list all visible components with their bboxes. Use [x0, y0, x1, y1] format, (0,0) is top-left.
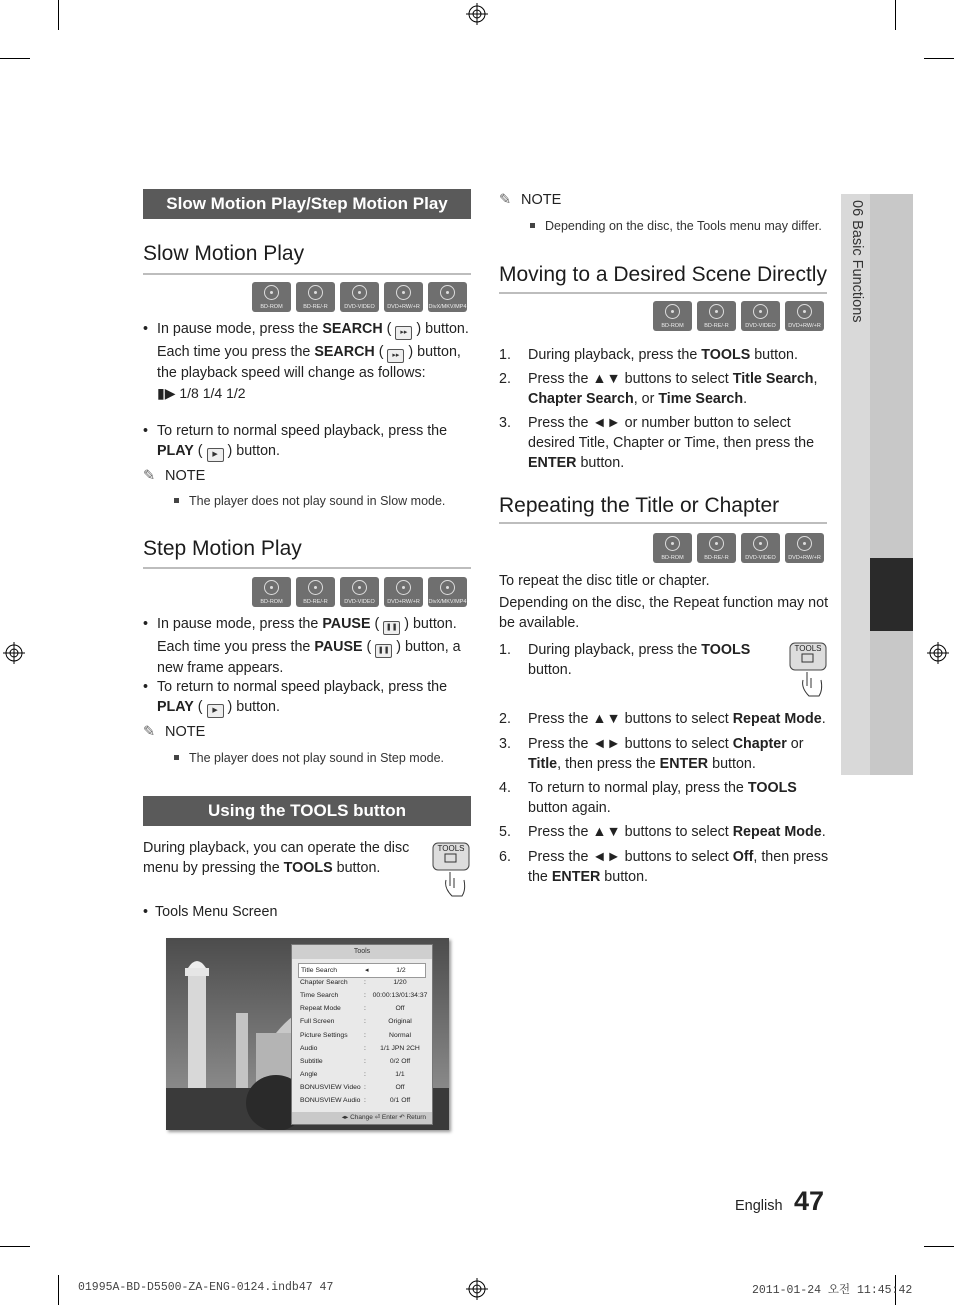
disc-icon: BD-ROM	[653, 533, 692, 563]
disc-icons-step	[252, 577, 467, 607]
disc-icons-slow	[252, 282, 467, 312]
step-bullet-1: • In pause mode, press the PAUSE ( ❚❚ ) button. Each time you press the PAUSE ( ❚❚ ) button, a new frame appears.	[143, 616, 461, 676]
registration-mark-icon	[3, 642, 25, 664]
page-language: English	[735, 1198, 783, 1214]
crop-mark	[895, 0, 896, 30]
tools-section-bar: Using the TOOLS button	[143, 796, 471, 826]
tools-menu-row[interactable]: Audio : 1/1 JPN 2CH	[300, 1044, 420, 1052]
play-button-icon: ▶	[207, 704, 224, 718]
repeat-intro-1: To repeat the disc title or chapter.	[499, 573, 710, 589]
pencil-icon: ✎	[143, 724, 156, 740]
disc-icon: DVD-VIDEO	[741, 533, 780, 563]
step-item: 2. Press the ▲▼ buttons to select Repeat Mode.	[499, 711, 826, 727]
tools-menu-row[interactable]: Full Screen : Original	[300, 1018, 412, 1026]
tools-menu-row[interactable]: Title Search ◂ 1/2	[298, 963, 426, 978]
disc-icons-moving	[653, 301, 824, 331]
tools-menu-row[interactable]: BONUSVIEW Audio : 0/1 Off	[300, 1097, 411, 1104]
disc-icon: BD-ROM	[252, 282, 291, 312]
slow-bullet-2: • To return to normal speed playback, press the PLAY ( ▶ ) button.	[143, 421, 473, 462]
tools-menu-row[interactable]: Time Search : 00:00:13/01:34:37	[300, 992, 428, 1000]
step-item: 6. Press the ◄► buttons to select Off, then press the ENTER button.	[499, 849, 829, 885]
repeat-intro-2: Depending on the disc, the Repeat function may not be available.	[499, 595, 829, 631]
chapter-label: 06 Basic Functions	[849, 200, 865, 323]
step-item: 5. Press the ▲▼ buttons to select Repeat Mode.	[499, 824, 826, 840]
disc-icon: DVD-VIDEO	[340, 282, 379, 312]
crop-mark	[0, 58, 30, 59]
moving-title: Moving to a Desired Scene Directly	[499, 263, 827, 286]
disc-icon: DVD+RW/+R	[785, 301, 824, 331]
divider	[499, 292, 827, 294]
crop-mark	[58, 1275, 59, 1305]
divider	[143, 567, 471, 569]
disc-icon: BD-RE/-R	[296, 282, 335, 312]
tools-paragraph: During playback, you can operate the disc menu by pressing the TOOLS button.	[143, 840, 410, 876]
disc-icons-repeat	[653, 533, 824, 563]
search-button-icon: ▸▸	[395, 326, 412, 340]
slow-motion-title: Slow Motion Play	[143, 242, 305, 265]
disc-icon: DVD-VIDEO	[741, 301, 780, 331]
step-forward-icon: ▮▶	[157, 385, 180, 401]
speed-sequence: ▮▶ 1/8 1/4 1/2	[157, 385, 246, 401]
divider	[499, 522, 827, 524]
tools-menu-title: Tools	[292, 945, 432, 959]
step-note-item: The player does not play sound in Step mode.	[174, 751, 444, 765]
tools-menu-row[interactable]: BONUSVIEW Video : Off	[300, 1083, 405, 1091]
tools-menu-row[interactable]: Picture Settings : Normal	[300, 1031, 411, 1039]
tools-menu-row[interactable]: Repeat Mode : Off	[300, 1005, 405, 1013]
step-item: 4. To return to normal play, press the TOOLS button again.	[499, 780, 797, 816]
step-bullet-2: • To return to normal speed playback, press the PLAY ( ▶ ) button.	[143, 677, 473, 718]
divider	[143, 273, 471, 275]
page-number: 47	[794, 1186, 825, 1216]
slow-note-item: The player does not play sound in Slow mode.	[174, 494, 445, 508]
step-item: 1. During playback, press the TOOLS button.	[499, 347, 798, 363]
step-note: ✎ NOTE	[143, 724, 206, 740]
right-note: ✎ NOTE	[499, 192, 562, 208]
slow-bullet-1: • In pause mode, press the SEARCH ( ▸▸ ) button. Each time you press the SEARCH ( ▸▸ ) button, the playback speed will change as follows: ▮▶ 1/8 1/4 1/2	[143, 319, 473, 403]
disc-icon: BD-RE/-R	[296, 577, 335, 607]
slow-note: ✎ NOTE	[143, 468, 206, 484]
crop-mark	[924, 1246, 954, 1247]
pause-button-icon: ❚❚	[383, 621, 400, 635]
tools-menu-row[interactable]: Angle : 1/1	[300, 1070, 405, 1078]
tools-menu-panel	[291, 944, 433, 1125]
step-item: 3. Press the ◄► buttons to select Chapter or Title, then press the ENTER button.	[499, 736, 804, 772]
repeat-title: Repeating the Title or Chapter	[499, 494, 780, 517]
pencil-icon: ✎	[499, 192, 512, 208]
right-note-item: Depending on the disc, the Tools menu may differ.	[530, 219, 822, 233]
disc-icon: BD-RE/-R	[697, 533, 736, 563]
step-item: 1. During playback, press the TOOLS button.	[499, 642, 751, 678]
tools-menu-row[interactable]: Subtitle : 0/2 Off	[300, 1057, 411, 1065]
chapter-marker	[870, 558, 913, 631]
pause-button-icon: ❚❚	[375, 644, 392, 658]
tools-menu-footer: ◂▸ Change ⏎ Enter ↶ Return	[292, 1112, 432, 1124]
disc-icon: BD-ROM	[252, 577, 291, 607]
step-motion-title: Step Motion Play	[143, 537, 302, 560]
crop-mark	[924, 58, 954, 59]
step-item: 3. Press the ◄► or number button to select desired Title, Chapter or Time, then press the ENTER button.	[499, 415, 815, 471]
disc-icon: DVD+RW/+R	[384, 577, 423, 607]
registration-mark-icon	[466, 3, 488, 25]
search-button-icon: ▸▸	[387, 349, 404, 363]
tools-menu-row[interactable]: Chapter Search : 1/20	[300, 979, 407, 987]
disc-icon: DivX/MKV/MP4	[428, 577, 467, 607]
step-item: 2. Press the ▲▼ buttons to select Title Search, Chapter Search, or Time Search.	[499, 371, 818, 407]
tools-menu-bullet: • Tools Menu Screen	[143, 904, 278, 920]
disc-icon: DVD+RW/+R	[384, 282, 423, 312]
crop-mark	[0, 1246, 30, 1247]
print-footer-right: 2011-01-24 오전 11:45:42	[752, 1284, 913, 1297]
print-footer-left: 01995A-BD-D5500-ZA-ENG-0124.indb47 47	[78, 1281, 334, 1294]
play-button-icon: ▶	[207, 448, 224, 462]
section-header-bar: Slow Motion Play/Step Motion Play	[143, 189, 471, 219]
registration-mark-icon	[466, 1278, 488, 1300]
disc-icon: DVD+RW/+R	[785, 533, 824, 563]
registration-mark-icon	[927, 642, 949, 664]
tools-remote-icon: TOOLS	[789, 642, 827, 698]
pencil-icon: ✎	[143, 468, 156, 484]
disc-icon: DVD-VIDEO	[340, 577, 379, 607]
crop-mark	[58, 0, 59, 30]
disc-icon: BD-ROM	[653, 301, 692, 331]
disc-icon: DivX/MKV/MP4	[428, 282, 467, 312]
tools-remote-icon: TOOLS	[432, 842, 470, 898]
disc-icon: BD-RE/-R	[697, 301, 736, 331]
